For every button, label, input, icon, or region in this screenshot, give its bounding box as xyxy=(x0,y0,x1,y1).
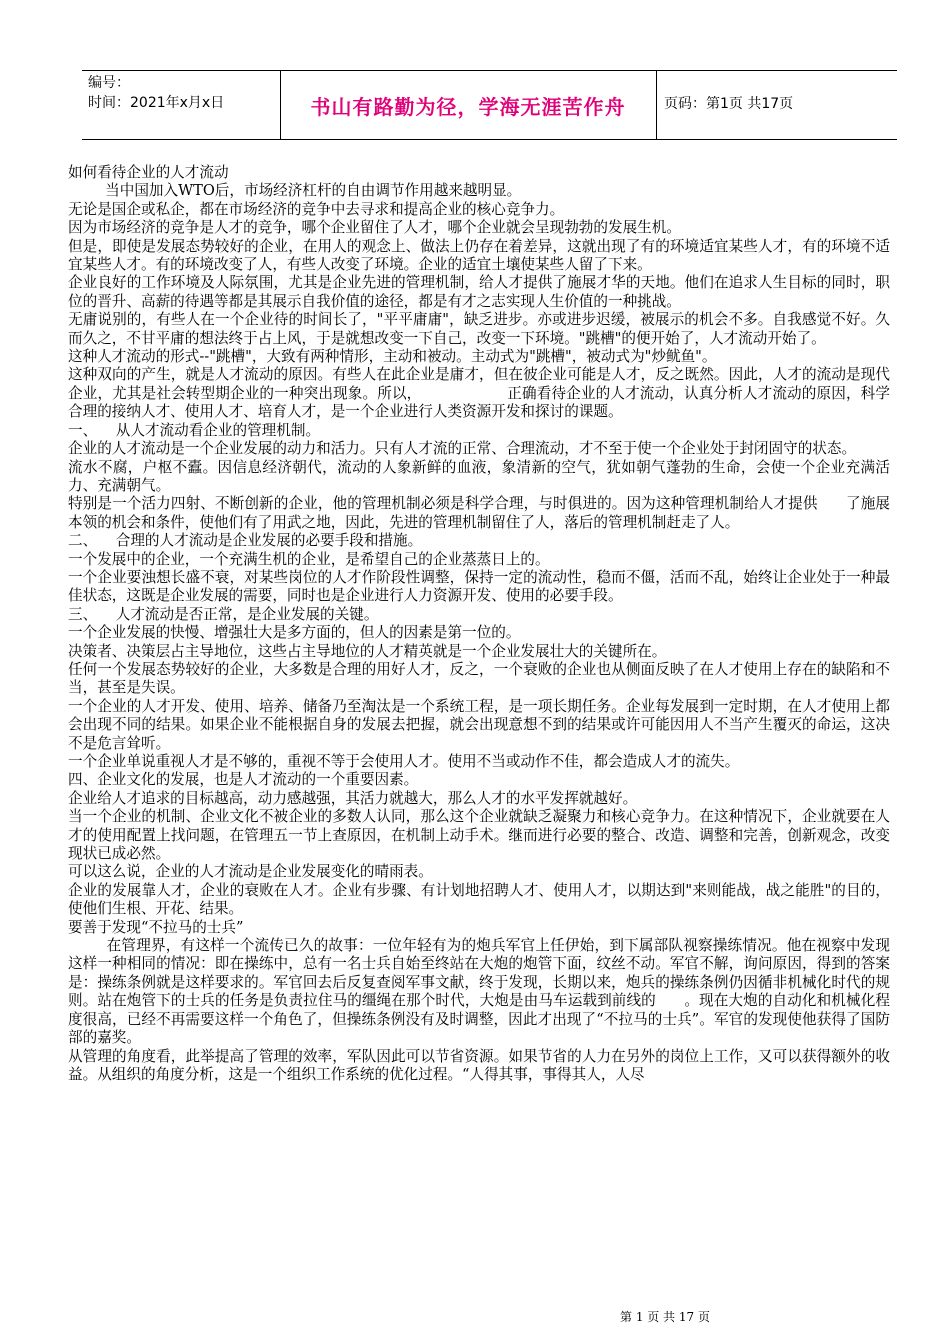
serial-number-label: 编号： xyxy=(88,75,130,91)
header-divider xyxy=(280,71,281,139)
body-paragraph: 流水不腐，户枢不蠹。因信息经济朝代，流动的人象新鲜的血液，象清新的空气，犹如朝气蓬勃的生命，会使一个企业充满活力、充满朝气。 xyxy=(68,458,890,494)
header-motto: 书山有路勤为径，学海无涯苦作舟 xyxy=(310,94,626,119)
body-paragraph: 企业良好的工作环境及人际氛围，尤其是企业先进的管理机制，给人才提供了施展才华的天地。他们在追求人生目标的同时，职位的晋升、高薪的待遇等都是其展示自我价值的途径，都是有才之志实现人生价值的一种挑战。 xyxy=(68,274,890,310)
body-paragraph: 企业的人才流动是一个企业发展的动力和活力。只有人才流的正常、合理流动，才不至于使一个企业处于封闭固守的状态。 xyxy=(68,440,857,458)
body-paragraph: 企业的发展靠人才，企业的衰败在人才。企业有步骤、有计划地招聘人才、使用人才，以期达到"来则能战，战之能胜"的目的，使他们生根、开花、结果。 xyxy=(68,881,890,918)
body-paragraph: 因为市场经济的竞争是人才的竞争，哪个企业留住了人才，哪个企业就会呈现勃勃的发展生机。 xyxy=(68,219,681,237)
body-paragraph: 一、 从人才流动看企业的管理机制。 xyxy=(68,421,321,439)
body-paragraph: 任何一个发展态势较好的企业，大多数是合理的用好人才，反之，一个衰败的企业也从侧面反映了在人才使用上存在的缺陷和不当，甚至是失误。 xyxy=(68,660,890,697)
header-divider xyxy=(656,71,657,139)
body-paragraph: 要善于发现“不拉马的士兵” xyxy=(68,918,244,936)
body-paragraph: 这种人才流动的形式--"跳槽"，大致有两种情形，主动和被动。主动式为"跳槽"，被动式为"炒鱿鱼"。 xyxy=(68,348,717,366)
document-title: 如何看待企业的人才流动 xyxy=(68,164,229,181)
body-paragraph: 一个企业的人才开发、使用、培养、储备乃至淘汰是一个系统工程，是一项长期任务。企业每发展到一定时期，在人才使用上都会出现不同的结果。如果企业不能根据自身的发展去把握，就会出现意想不到的结果或许可能因用人不当产生覆灭的命运，这决不是危言耸听。 xyxy=(68,697,890,752)
page-header xyxy=(82,70,897,140)
document-body xyxy=(68,164,890,1084)
body-paragraph: 特别是一个活力四射、不断创新的企业，他的管理机制必须是科学合理，与时俱进的。因为这种管理机制给人才提供 了施展本领的机会和条件，使他们有了用武之地，因此，先进的管理机制留住了人，落后的管理机制赶走了人。 xyxy=(68,495,890,531)
body-paragraph: 在管理界，有这样一个流传已久的故事：一位年轻有为的炮兵军官上任伊始，到下属部队视察操练情况。他在视察中发现这样一种相同的情况：即在操练中，总有一名士兵自始至终站在大炮的炮管下面，纹丝不动。军官不解，询问原因，得到的答案是：操练条例就是这样要求的。军官回去后反复查阅军事文献，终于发现，长期以来，炮兵的操练条例仍因循非机械化时代的规则。站在炮管下的士兵的任务是负责拉住马的缰绳在那个时代，大炮是由马车运载到前线的 。现在大炮的自动化和机械化程度很高，已经不再需要这样一个角色了，但操练条例没有及时调整，因此才出现了“不拉马的士兵”。军官的发现使他获得了国防部的嘉奖。 xyxy=(68,937,890,1047)
body-paragraph: 四、企业文化的发展，也是人才流动的一个重要因素。 xyxy=(68,771,419,789)
body-paragraph: 无论是国企或私企，都在市场经济的竞争中去寻求和提高企业的核心竞争力。 xyxy=(68,200,565,218)
header-meta xyxy=(88,73,278,113)
header-page-info: 页码：第1页 共17页 xyxy=(664,96,794,112)
body-paragraph: 一个发展中的企业，一个充满生机的企业，是希望自己的企业蒸蒸日上的。 xyxy=(68,550,550,568)
body-paragraph: 二、 合理的人才流动是企业发展的必要手段和措施。 xyxy=(68,532,423,550)
body-paragraph: 三、 人才流动是否正常，是企业发展的关键。 xyxy=(68,605,379,623)
body-paragraph: 从管理的角度看，此举提高了管理的效率，军队因此可以节省资源。如果节省的人力在另外的岗位上工作，又可以获得额外的收益。从组织的角度分析，这是一个组织工作系统的优化过程。“人得其事，事得其人，人尽 xyxy=(68,1047,890,1083)
body-paragraph: 决策者、决策层占主导地位，这些占主导地位的人才精英就是一个企业发展壮大的关键所在。 xyxy=(68,642,667,660)
page-footer: 第 1 页 共 17 页 xyxy=(620,1310,710,1324)
body-paragraph: 一个企业要浊想长盛不衰，对某些岗位的人才作阶段性调整，保持一定的流动性，稳而不僵，活而不乱，始终让企业处于一种最佳状态，这既是企业发展的需要，同时也是企业进行人力资源开发、使用的必要手段。 xyxy=(68,568,890,605)
body-paragraph: 一个企业单说重视人才是不够的，重视不等于会使用人才。使用不当或动作不佳，都会造成人才的流失。 xyxy=(68,753,740,770)
body-paragraph: 企业给人才追求的目标越高，动力感越强，其活力就越大，那么人才的水平发挥就越好。 xyxy=(68,789,638,807)
body-paragraph: 无庸说别的，有些人在一个企业待的时间长了，"平平庸庸"，缺乏进步。亦或进步迟缓，被展示的机会不多。自我感觉不好。久而久之，不甘平庸的想法终于占上风，于是就想改变一下自己，改变一下环境。"跳槽"的便开始了，人才流动开始了。 xyxy=(68,311,890,347)
body-paragraph: 当中国加入WTO后，市场经济杠杆的自由调节作用越来越明显。 xyxy=(68,182,522,200)
body-paragraph: 一个企业发展的快慢、增强壮大是多方面的，但人的因素是第一位的。 xyxy=(68,624,521,642)
body-paragraph: 但是，即使是发展态势较好的企业，在用人的观念上、做法上仍存在着差异，这就出现了有的环境适宜某些人才，有的环境不适宜某些人才。有的环境改变了人，有些人改变了环境。企业的适宜土壤使某些人留了下来。 xyxy=(68,237,890,274)
body-paragraph: 这种双向的产生，就是人才流动的原因。有些人在此企业是庸才，但在彼企业可能是人才，反之既然。因此，人才的流动是现代企业，尤其是社会转型期企业的一种突出现象。所以， 正确看待企业的人才流动，认真分析人才流动的原因，科学合理的接纳人才、使用人才、培育人才，是一个企业进行人类资源开发和探讨的课题。 xyxy=(68,366,890,421)
date-label: 时间：2021年x月x日 xyxy=(88,95,225,111)
body-paragraph: 可以这么说，企业的人才流动是企业发展变化的晴雨表。 xyxy=(68,863,433,881)
body-paragraph: 当一个企业的机制、企业文化不被企业的多数人认同，那么这个企业就缺乏凝聚力和核心竞争力。在这种情况下，企业就要在人才的使用配置上找问题，在管理五一节上查原因，在机制上动手术。继而进行必要的整合、改造、调整和完善，创新观念，改变现状已成必然。 xyxy=(68,808,890,863)
